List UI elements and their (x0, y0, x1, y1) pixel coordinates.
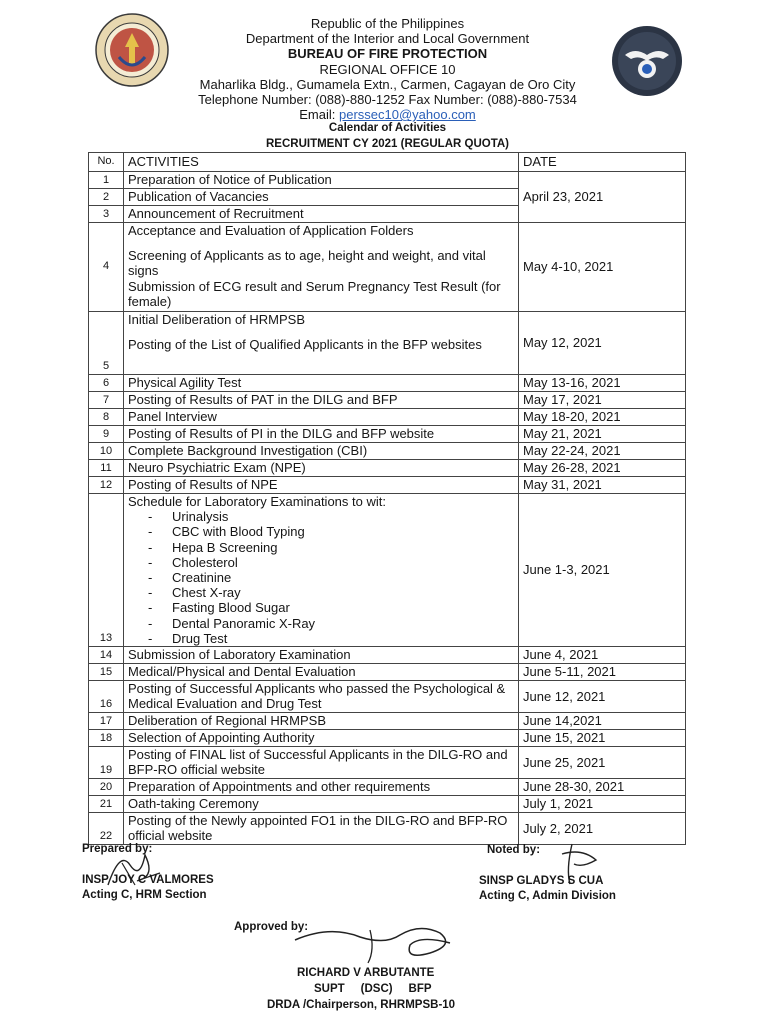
row-activity: Posting of Results of NPE (124, 477, 519, 494)
row-date: June 5-11, 2021 (519, 664, 686, 681)
row-no: 9 (89, 426, 124, 443)
table-row (89, 172, 686, 189)
row-date: June 1-3, 2021 (519, 494, 686, 647)
row-activity: Deliberation of Regional HRMPSB (124, 713, 519, 730)
lab-exam-list (128, 509, 514, 646)
row-no: 4 (89, 223, 124, 312)
row-date: May 12, 2021 (519, 312, 686, 375)
table-row (89, 375, 686, 392)
row-no: 18 (89, 730, 124, 747)
row-no: 14 (89, 647, 124, 664)
document-title: Calendar of Activities (328, 122, 447, 134)
table-row (89, 392, 686, 409)
row-no: 7 (89, 392, 124, 409)
email-link[interactable]: perssec10@yahoo.com (338, 107, 476, 123)
row-date: May 13-16, 2021 (519, 375, 686, 392)
row-no: 10 (89, 443, 124, 460)
row-no: 17 (89, 713, 124, 730)
row-no: 8 (89, 409, 124, 426)
noted-by-name: SINSP GLADYS S CUA (479, 875, 604, 887)
row-date: July 1, 2021 (519, 796, 686, 813)
row-no: 16 (89, 681, 124, 713)
dilg-seal-logo (611, 25, 683, 97)
row-activity: Posting of Results of PAT in the DILG and BFP (124, 392, 519, 409)
header-bureau: BUREAU OF FIRE PROTECTION (287, 46, 488, 62)
row-no: 3 (89, 206, 124, 223)
row-date: June 4, 2021 (519, 647, 686, 664)
row-activity: Preparation of Notice of Publication (124, 172, 519, 189)
row-activity: Posting of the Newly appointed FO1 in the DILG-RO and BFP-RO official website (124, 813, 519, 845)
row-activity: Selection of Appointing Authority (124, 730, 519, 747)
table-row (89, 494, 686, 647)
prepared-by-label: Prepared by: (82, 843, 153, 855)
row-no: 6 (89, 375, 124, 392)
row-no: 11 (89, 460, 124, 477)
row-activity (124, 223, 519, 312)
activities-table (88, 152, 686, 845)
header-email-line (170, 107, 605, 122)
table-row (89, 426, 686, 443)
list-item: - Drug Test (148, 631, 514, 646)
row-activity: Announcement of Recruitment (124, 206, 519, 223)
row-no: 19 (89, 747, 124, 779)
email-label: Email: (299, 107, 336, 123)
table-row (89, 409, 686, 426)
row-date: June 15, 2021 (519, 730, 686, 747)
letterhead (170, 16, 605, 122)
list-item: - Urinalysis (148, 509, 514, 524)
row-activity: Posting of Successful Applicants who passed the Psychological & Medical Evaluation and Drug Test (124, 681, 519, 713)
row-no: 12 (89, 477, 124, 494)
header-department: Department of the Interior and Local Government (245, 31, 530, 47)
approved-by-label: Approved by: (234, 921, 309, 933)
row-activity: Medical/Physical and Dental Evaluation (124, 664, 519, 681)
row-activity: Physical Agility Test (124, 375, 519, 392)
row-date: June 14,2021 (519, 713, 686, 730)
table-row (89, 443, 686, 460)
list-item: - Hepa B Screening (148, 540, 514, 555)
row-date: June 12, 2021 (519, 681, 686, 713)
row-date: April 23, 2021 (519, 172, 686, 223)
prepared-by-name: INSP JOY C VALMORES (82, 874, 214, 886)
row-date: May 26-28, 2021 (519, 460, 686, 477)
activity-line: Submission of ECG result and Serum Pregnancy Test Result (for female) (128, 278, 501, 309)
row-no: 15 (89, 664, 124, 681)
bfp-seal-logo (95, 13, 169, 87)
table-row (89, 460, 686, 477)
approved-by-rank: SUPT (DSC) BFP (314, 983, 432, 995)
row-date: May 22-24, 2021 (519, 443, 686, 460)
row-date: July 2, 2021 (519, 813, 686, 845)
row-activity: Posting of Results of PI in the DILG and BFP website (124, 426, 519, 443)
approved-by-title: DRDA /Chairperson, RHRMPSB-10 (267, 999, 456, 1011)
row-date: May 18-20, 2021 (519, 409, 686, 426)
noted-by-title: Acting C, Admin Division (479, 890, 616, 902)
header-address: Maharlika Bldg., Gumamela Extn., Carmen, Cagayan de Oro City (199, 76, 576, 92)
table-row (89, 747, 686, 779)
header-activities: ACTIVITIES (124, 153, 519, 172)
table-row (89, 312, 686, 375)
row-date: June 25, 2021 (519, 747, 686, 779)
table-row (89, 681, 686, 713)
header-regional-office: REGIONAL OFFICE 10 (319, 61, 456, 77)
row-date: June 28-30, 2021 (519, 779, 686, 796)
list-item: - Dental Panoramic X-Ray (148, 616, 514, 631)
row-activity (124, 312, 519, 375)
list-item: - Fasting Blood Sugar (148, 600, 514, 615)
table-header-row (89, 153, 686, 172)
noted-by-label: Noted by: (487, 844, 541, 856)
row-date: May 4-10, 2021 (519, 223, 686, 312)
header-date: DATE (519, 153, 686, 172)
table-row (89, 779, 686, 796)
row-no: 13 (89, 494, 124, 647)
row-activity: Neuro Psychiatric Exam (NPE) (124, 460, 519, 477)
activity-line: Posting of the List of Qualified Applicants in the BFP websites (128, 337, 482, 353)
row-activity: Complete Background Investigation (CBI) (124, 443, 519, 460)
row-activity: Posting of FINAL list of Successful Applicants in the DILG-RO and BFP-RO official website (124, 747, 519, 779)
row-no: 2 (89, 189, 124, 206)
prepared-by-title: Acting C, HRM Section (82, 889, 207, 901)
list-item: - CBC with Blood Typing (148, 524, 514, 539)
row-date: May 31, 2021 (519, 477, 686, 494)
row-activity: Preparation of Appointments and other requirements (124, 779, 519, 796)
table-row (89, 664, 686, 681)
row-activity: Oath-taking Ceremony (124, 796, 519, 813)
activity-line: Schedule for Laboratory Examinations to wit: (128, 494, 386, 509)
row-activity (124, 494, 519, 647)
row-no: 20 (89, 779, 124, 796)
row-no: 22 (89, 813, 124, 845)
table-row (89, 796, 686, 813)
row-activity: Panel Interview (124, 409, 519, 426)
list-item: - Chest X-ray (148, 585, 514, 600)
table-row (89, 730, 686, 747)
signature-approved (290, 915, 460, 970)
list-item: - Creatinine (148, 570, 514, 585)
activity-line: Screening of Applicants as to age, height and weight, and vital signs (128, 248, 486, 279)
table-row (89, 223, 686, 312)
header-phone: Telephone Number: (088)-880-1252 Fax Number: (088)-880-7534 (198, 92, 577, 108)
activity-line: Acceptance and Evaluation of Application Folders (128, 223, 414, 238)
header-no: No. (89, 153, 124, 172)
activity-line: Initial Deliberation of HRMPSB (128, 312, 306, 327)
row-activity: Submission of Laboratory Examination (124, 647, 519, 664)
approved-by-name: RICHARD V ARBUTANTE (297, 967, 435, 979)
row-activity: Publication of Vacancies (124, 189, 519, 206)
row-no: 21 (89, 796, 124, 813)
header-republic: Republic of the Philippines (310, 16, 465, 31)
row-date: May 17, 2021 (519, 392, 686, 409)
row-no: 1 (89, 172, 124, 189)
table-row (89, 713, 686, 730)
table-row (89, 477, 686, 494)
row-no: 5 (89, 312, 124, 375)
row-date: May 21, 2021 (519, 426, 686, 443)
document-subtitle: RECRUITMENT CY 2021 (REGULAR QUOTA) (265, 138, 509, 150)
table-row (89, 647, 686, 664)
list-item: - Cholesterol (148, 555, 514, 570)
